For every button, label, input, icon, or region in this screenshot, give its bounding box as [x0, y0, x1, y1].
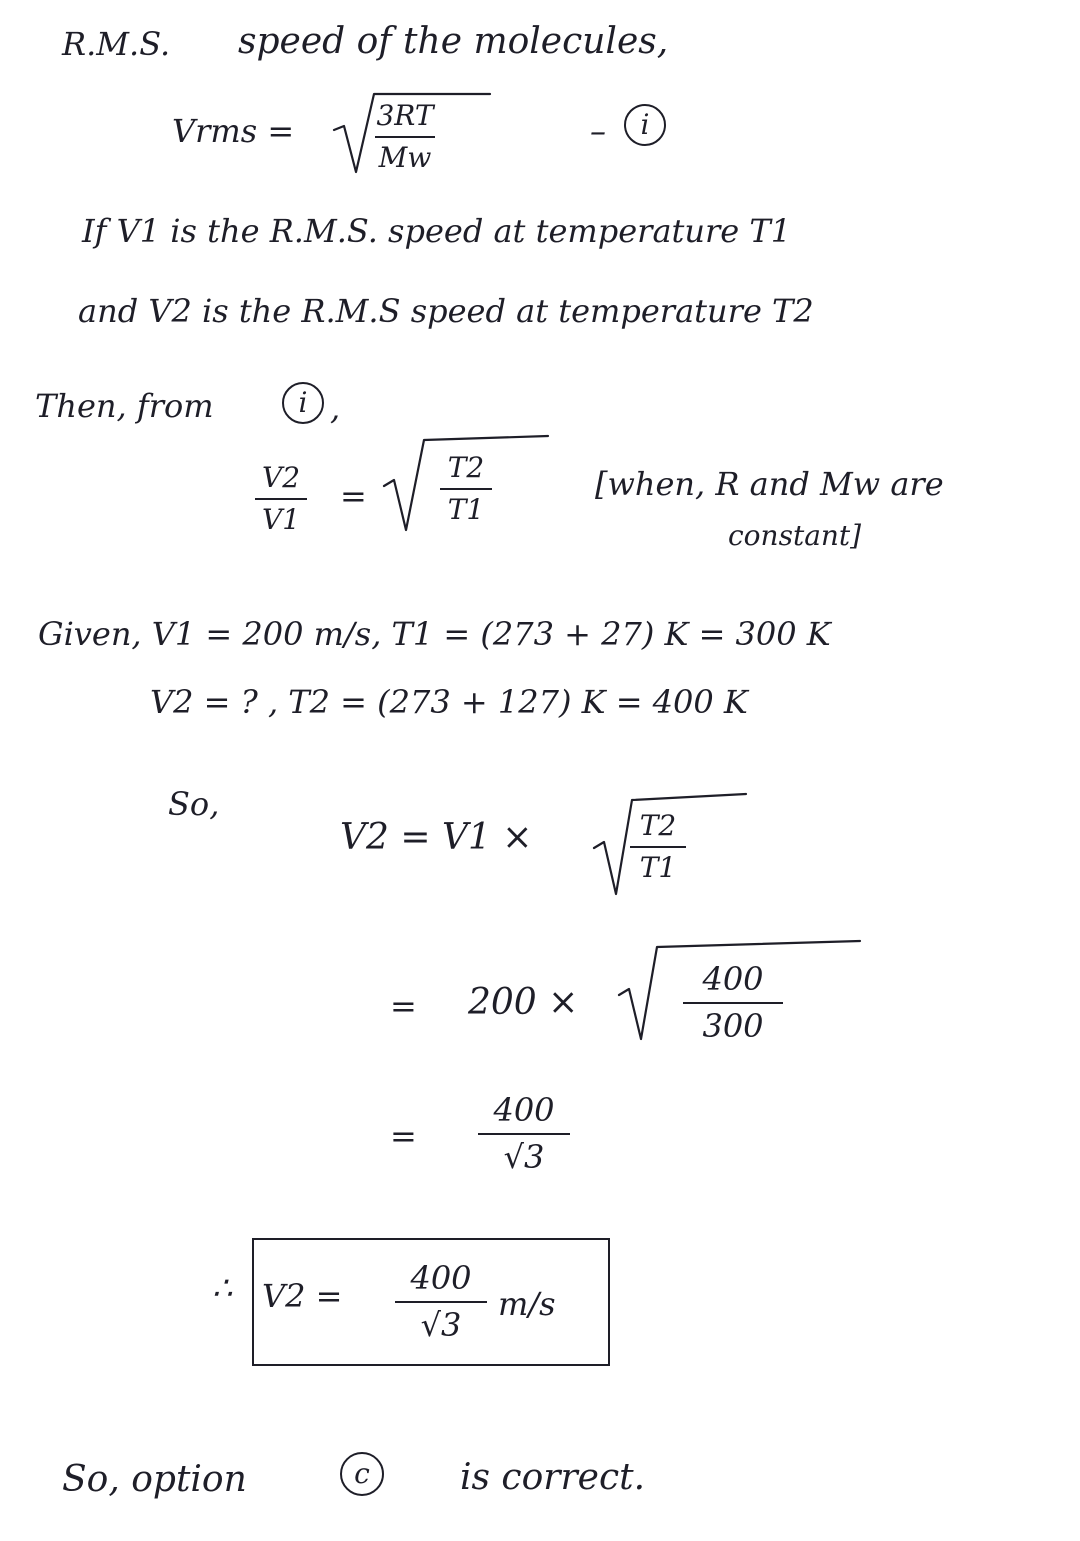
- step3-equals: =: [390, 1117, 417, 1155]
- result-denominator: √3: [420, 1305, 462, 1344]
- eq2-fraction: [440, 452, 492, 526]
- step3-numerator: 400: [493, 1091, 555, 1129]
- eq2-denominator: T1: [447, 493, 485, 527]
- eq1-fraction: [375, 100, 435, 174]
- eq1-tag-dash: –: [590, 112, 606, 150]
- eq1-numerator: 3RT: [376, 99, 434, 132]
- step2-numerator: 400: [702, 960, 764, 998]
- eq1-tag-circle: i: [624, 104, 666, 146]
- result-lhs: V2 =: [262, 1277, 343, 1315]
- line-and: and V2 is the R.M.S speed at temperature T2: [78, 292, 814, 330]
- step2-fraction: [683, 961, 783, 1045]
- step3-denominator: √3: [503, 1137, 545, 1176]
- eq2-note-line1: [when, R and Mw are: [595, 465, 944, 503]
- step3-fraction: [478, 1092, 570, 1176]
- eq2-note-line2: constant]: [728, 519, 862, 552]
- eq2-numerator: T2: [447, 451, 485, 484]
- intro-text: speed of the molecules,: [238, 21, 669, 62]
- option-c-circle: c: [340, 1452, 384, 1496]
- result-unit: m/s: [498, 1285, 556, 1323]
- step2-equals: =: [390, 987, 417, 1025]
- step1-numerator: T2: [639, 809, 677, 842]
- step1-fraction: [630, 810, 686, 884]
- step1-lhs: V2 = V1 ×: [340, 817, 533, 858]
- result-fraction: [395, 1260, 487, 1344]
- line-if: If V1 is the R.M.S. speed at temperature T1: [82, 212, 792, 250]
- eq2-lhs-fraction: [255, 462, 307, 536]
- then-comma: ,: [330, 389, 341, 427]
- result-numerator: 400: [410, 1259, 472, 1297]
- then-text: Then, from: [35, 387, 214, 425]
- step1-sqrt: [590, 790, 750, 900]
- eq2-lhs-denominator: V1: [261, 503, 301, 537]
- eq1-denominator: Mw: [378, 141, 432, 175]
- step2-denominator: 300: [702, 1006, 764, 1045]
- intro-label: R.M.S.: [62, 25, 171, 63]
- therefore-symbol: ∴: [212, 1269, 233, 1307]
- given-line2: V2 = ? , T2 = (273 + 127) K = 400 K: [150, 683, 748, 721]
- step2-sqrt: [615, 935, 865, 1045]
- step2-coef: 200 ×: [468, 982, 579, 1023]
- conclusion-pre: So, option: [62, 1459, 247, 1500]
- step1-denominator: T1: [639, 851, 677, 885]
- conclusion-post: is correct.: [460, 1457, 646, 1498]
- eq1-lhs: Vrms =: [172, 112, 295, 150]
- given-line1: Given, V1 = 200 m/s, T1 = (273 + 27) K = 300 K: [38, 615, 831, 653]
- then-tag-circle: i: [282, 382, 324, 424]
- eq2-equals: =: [340, 477, 367, 515]
- so-label: So,: [168, 785, 220, 823]
- eq2-lhs-numerator: V2: [261, 461, 301, 494]
